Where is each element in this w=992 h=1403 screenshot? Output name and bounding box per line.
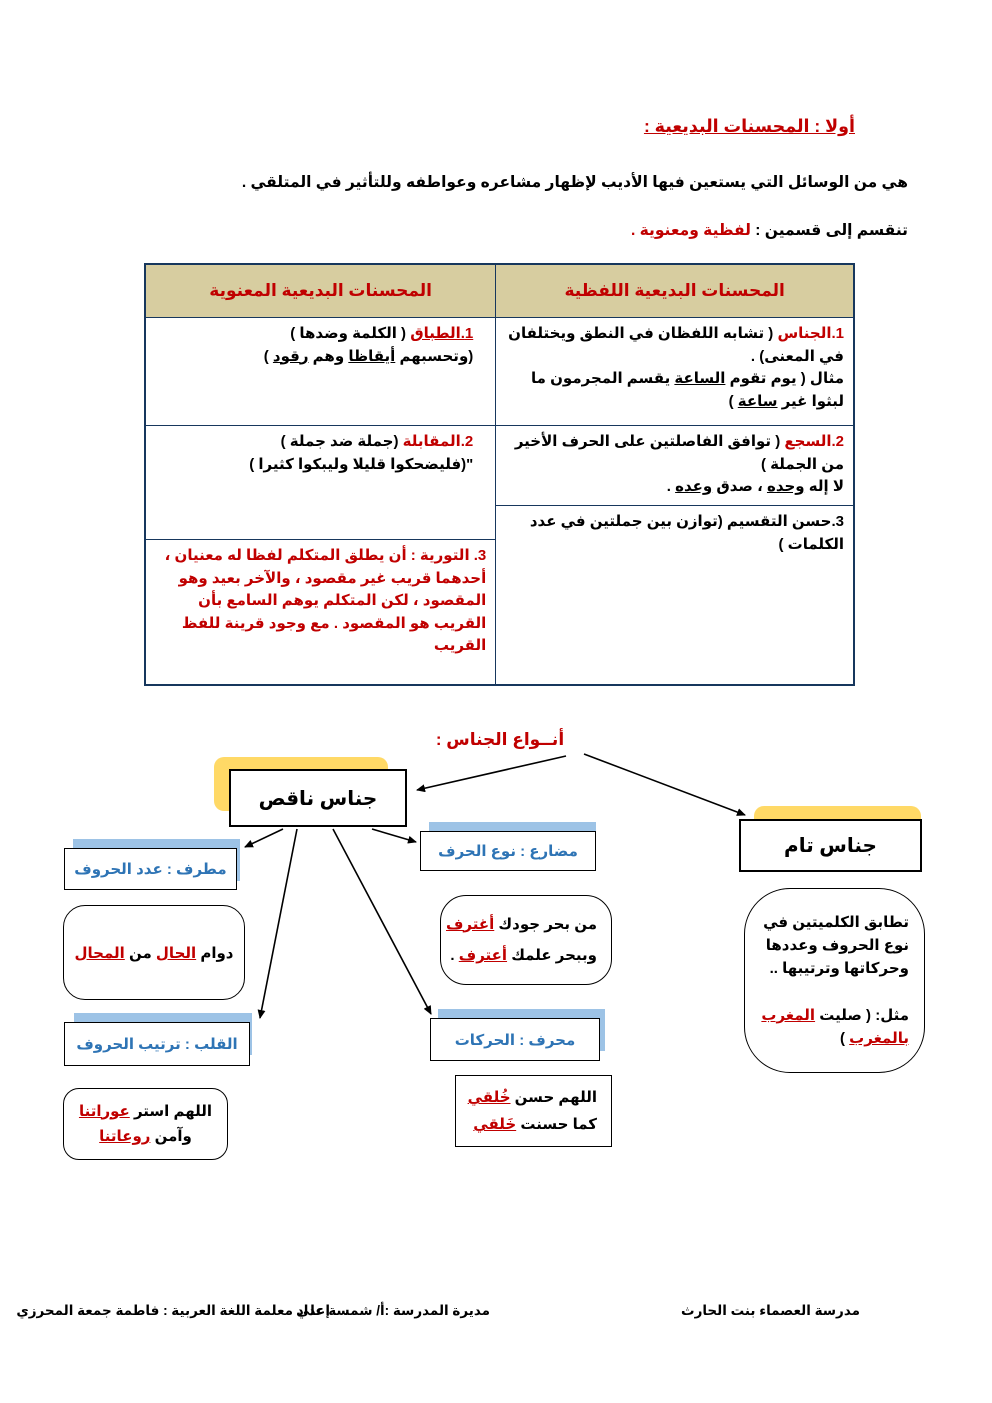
- awrat-example-box: [63, 1088, 228, 1160]
- arrow-title-to-naqis: [417, 756, 566, 790]
- bahr-example-box: [440, 895, 612, 985]
- naqis-box: [229, 769, 407, 827]
- mutarraf-label: مطرف : عدد الحروف: [74, 861, 227, 878]
- footer-school: مدرسة العصماء بنت الحارث: [681, 1303, 860, 1318]
- table-header-lafzia: المحسنات البديعية اللفظية: [495, 265, 853, 317]
- table-body: [146, 318, 853, 684]
- qalb-box: [64, 1022, 250, 1066]
- diagram-title: أنــواع الجناس :: [435, 730, 565, 749]
- mutarraf-box: [64, 848, 237, 890]
- tam-label: جناس تام: [784, 835, 877, 857]
- arrow-naqis-to-mudari: [372, 829, 416, 842]
- cell-jinas: 1.الجناس ( تشابه اللفظان في النطق ويختلفان في المعنى) . مثال ( يوم تقوم الساعة يقسم المجرمون ما لبثوا غير ساعة ): [496, 318, 853, 426]
- mudari-box: [420, 831, 596, 871]
- muhassinat-table: [144, 263, 855, 686]
- muharraf-label: محرف : الحركات: [454, 1031, 576, 1049]
- split-line: تنقسم إلى قسمين : لفظية ومعنوية .: [631, 222, 908, 239]
- cell-tawria: 3. التورية : أن يطلق المتكلم لفظا له معنيان ، أحدهما قريب غير مقصود ، والآخر بعيد وهو المقصود ، لكن المتكلم يوهم السامع بأن القريب هو المقصود . مع وجود قرينة للفظ القريب: [164, 547, 487, 654]
- tam-box: [739, 819, 922, 872]
- naqis-label: جناس ناقص: [258, 787, 378, 810]
- dawam-example-text: دوام الحال من المحال: [74, 944, 234, 962]
- arrow-naqis-to-muharraf: [333, 829, 431, 1014]
- cell-sajaa: 2.السجع ( توافق الفاصلتين على الحرف الأخير من الجملة ) لا إله وحده ، صدق وعده .: [496, 426, 853, 506]
- tam-description-box: [744, 888, 925, 1073]
- khalq-example-text: اللهم حسن خُلقي كما حسنت خَلقي: [467, 1089, 597, 1133]
- cell-muqabala: 2.المقابلة (جملة ضد جملة ) "(فليضحكوا قليلا وليبكوا كثيرا ): [146, 426, 495, 540]
- table-header-maanawia: المحسنات البديعية المعنوية: [209, 281, 432, 300]
- cell-tibaq: 1.الطباق ( الكلمة وضدها ) (وتحسبهم أيقاظا وهم رقود ): [146, 318, 495, 426]
- arrow-title-to-tam: [584, 754, 745, 815]
- intro-paragraph: هي من الوسائل التي يستعين فيها الأديب لإظهار مشاعره وعواطفه وللتأثير في المتلقي .: [241, 174, 908, 191]
- arrow-naqis-to-mutarraf: [245, 829, 283, 847]
- mudari-label: مضارع : نوع الحرف: [438, 843, 578, 860]
- footer-principal: مديرة المدرسة :أ/ شمسة علي: [296, 1303, 490, 1318]
- muharraf-box: [430, 1018, 600, 1061]
- page-title: أولا : المحسنات البديعية :: [643, 116, 855, 136]
- arrow-naqis-to-qalb: [260, 829, 297, 1018]
- awrat-example-text: اللهم استر عوراتنا وآمن روعاتنا: [78, 1102, 213, 1145]
- bahr-example-text: من بحر جودك أغترف وببحر علمك أعترف .: [445, 915, 597, 964]
- column-lafzia: [495, 318, 853, 684]
- column-maanawia: [146, 318, 495, 684]
- qalb-label: القلب : ترتيب الحروف: [76, 1036, 238, 1053]
- cell-taqsim: 3.حسن التقسيم (توازن بين جملتين في عدد الكلمات ): [529, 513, 844, 553]
- table-header-row: [146, 265, 853, 318]
- footer-teacher: إعداد معلمة اللغة العربية : فاطمة جمعة المحرزي: [16, 1303, 330, 1318]
- dawam-example-box: [63, 905, 245, 1000]
- khalq-example-box: [455, 1075, 612, 1147]
- tam-description-text: تطابق الكلميتين في نوع الحروف وعددها وحركاتها وترتيبها .. مثل: ( صليت المغرب بالمغرب ): [761, 913, 909, 1047]
